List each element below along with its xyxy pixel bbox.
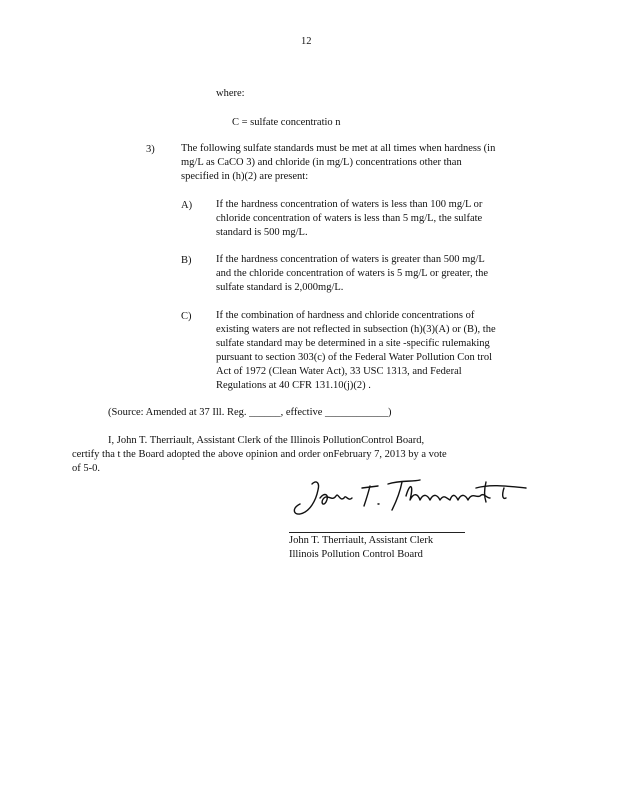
subitem-line: If the combination of hardness and chloride concentrations of	[216, 310, 475, 321]
source-note: (Source: Amended at 37 Ill. Reg. ______, effective ____________)	[108, 407, 392, 418]
page-number: 12	[301, 36, 312, 47]
certification-line: certify tha t the Board adopted the above opinion and order onFebruary 7, 2013 by a vote	[72, 449, 447, 460]
signatory-name-title: John T. Therriault, Assistant Clerk	[289, 535, 434, 546]
subitem-line: chloride concentration of waters is less than 5 mg/L, the sulfate	[216, 213, 483, 224]
subitem-line: and the chloride concentration of waters is 5 mg/L or greater, the	[216, 268, 489, 279]
handwritten-signature	[290, 474, 530, 524]
subitem-line: Act of 1972 (Clean Water Act), 33 USC 1313, and Federal	[216, 366, 462, 377]
subitem-line: existing waters are not reflected in subsection (h)(3)(A) or (B), the	[216, 324, 496, 335]
signatory-organization: Illinois Pollution Control Board	[289, 549, 423, 560]
item-3-line: The following sulfate standards must be met at all times when hardness (in	[181, 143, 496, 154]
certification-line: I, John T. Therriault, Assistant Clerk of the Illinois PollutionControl Board,	[108, 435, 425, 446]
subitem-letter: A)	[181, 200, 193, 211]
subitem-line: Regulations at 40 CFR 131.10(j)(2) .	[216, 380, 371, 391]
item-3-number: 3)	[146, 144, 155, 155]
certification-line: of 5-0.	[72, 463, 100, 474]
signature-line	[289, 532, 465, 533]
subitem-line: If the hardness concentration of waters is greater than 500 mg/L	[216, 254, 485, 265]
item-3-line: mg/L as CaCO 3) and chloride (in mg/L) concentrations other than	[181, 157, 462, 168]
where-label: where:	[216, 88, 245, 99]
subitem-letter: C)	[181, 311, 192, 322]
subitem-line: sulfate standard is 2,000mg/L.	[216, 282, 344, 293]
subitem-letter: B)	[181, 255, 192, 266]
item-3-line: specified in (h)(2) are present:	[181, 171, 309, 182]
subitem-line: sulfate standard may be determined in a site -specific rulemaking	[216, 338, 490, 349]
subitem-line: standard is 500 mg/L.	[216, 227, 308, 238]
sulfate-definition: C = sulfate concentratio n	[232, 117, 341, 128]
subitem-line: pursuant to section 303(c) of the Federal Water Pollution Con trol	[216, 352, 492, 363]
subitem-line: If the hardness concentration of waters is less than 100 mg/L or	[216, 199, 483, 210]
